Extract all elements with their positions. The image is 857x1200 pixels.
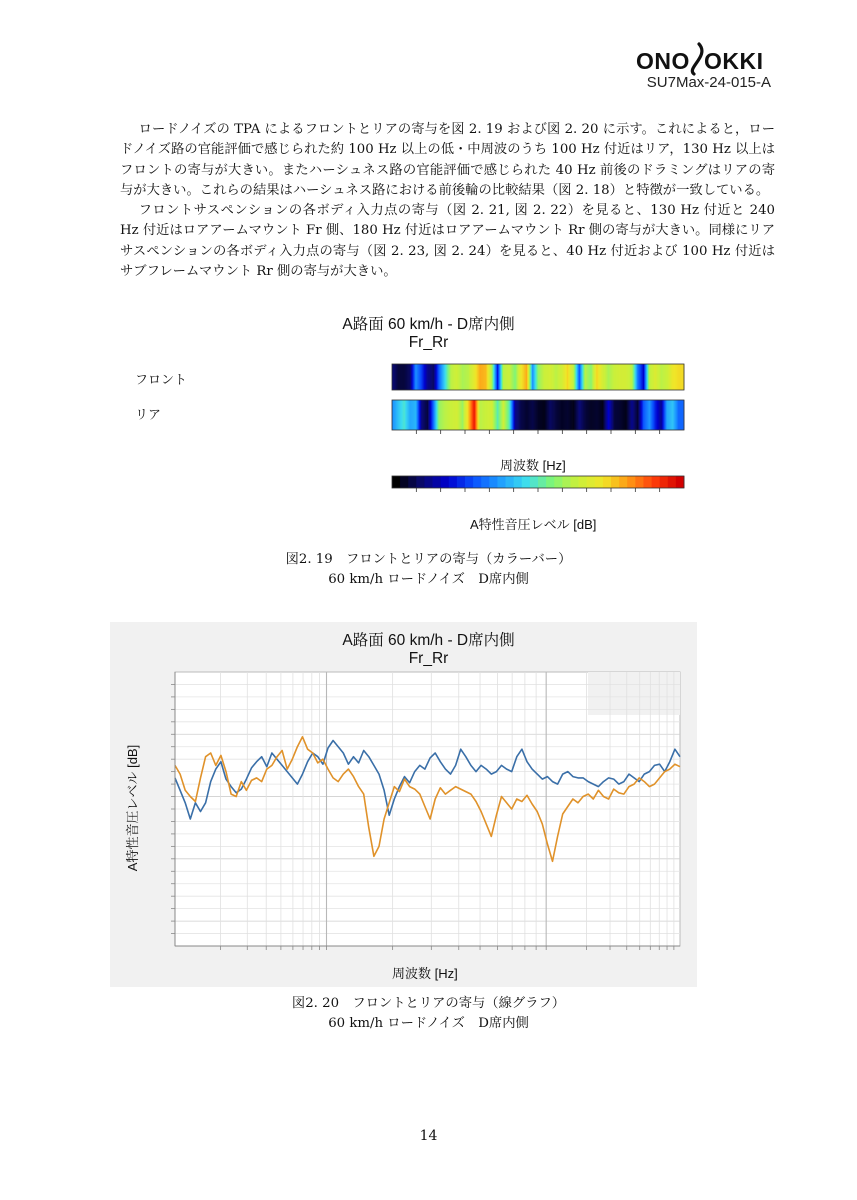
figure2-subtitle: Fr_Rr <box>408 650 449 667</box>
row-label-rear: リア <box>135 407 162 422</box>
plot-area-notch <box>588 672 680 715</box>
colorbar-label: A特性音圧レベル [dB] <box>470 517 597 532</box>
paragraph: フロントサスペンションの各ボディ入力点の寄与（図 2. 21, 図 2. 22）を見ると、130 Hz 付近と 240 Hz 付近はロアアームマウント Fr 側、180 Hz 付近はロアアームマウント Rr 側の寄与が大きい。同様にリアサスペンションの各ボディ入力点の寄与（図 2. 23, 図 2. 24）を見ると、40 Hz 付近および 100 Hz 付近はサブフレームマウント Rr 側の寄与が大きい。 <box>120 203 775 280</box>
colorbar-step <box>530 476 539 488</box>
colorbar-step <box>449 476 458 488</box>
colorbar-step <box>441 476 450 488</box>
svg-text:OKKI: OKKI <box>704 48 764 74</box>
paragraph: ロードノイズの TPA によるフロントとリアの寄与を図 2. 19 および図 2. 20 に示す。これによると，ロードノイズ路の官能評価で感じられた約 100 Hz 以上の低・中周波のうち 100 Hz 付近はリア，130 Hz 以上はフロントの寄与が大きい。またハーシュネス路の官能評価で感じられた 40 Hz 前後のドラミングはリアの寄与が大きい。これらの結果はハーシュネス路における前後輪の比較結果（図 2. 18）と特徴が一致している。 <box>120 122 775 198</box>
colorbar-steps <box>392 476 684 488</box>
colorbar-step <box>489 476 498 488</box>
colorbar-step <box>473 476 482 488</box>
colorbar-step <box>416 476 425 488</box>
page-number: 14 <box>419 1128 438 1144</box>
colorbar-step <box>408 476 417 488</box>
figure2-title: A路面 60 km/h - D席内側 <box>342 632 515 649</box>
line-chart <box>110 668 697 958</box>
colorbar-step <box>627 476 636 488</box>
figure2-caption: 図2. 20 フロントとリアの寄与（線グラフ） <box>291 996 566 1011</box>
colorbar-step <box>587 476 596 488</box>
colorbar-step <box>619 476 628 488</box>
colorbar-ticks <box>416 488 659 492</box>
colorbar-step <box>465 476 474 488</box>
colorbar-step <box>400 476 409 488</box>
colorbar-step <box>660 476 669 488</box>
colorbar-step <box>570 476 579 488</box>
ono-sokki-logo <box>626 42 776 76</box>
colorbar-step <box>392 476 401 488</box>
colorbar-step <box>497 476 506 488</box>
svg-text:ONO: ONO <box>636 48 690 74</box>
colorbar-step <box>522 476 531 488</box>
colorbar-step <box>546 476 555 488</box>
figure1-title: A路面 60 km/h - D席内側 <box>342 316 515 333</box>
colorbar <box>390 474 686 494</box>
colorbar-step <box>676 476 685 488</box>
colorbar-step <box>579 476 588 488</box>
row-label-front: フロント <box>135 372 188 387</box>
colorbar-step <box>514 476 523 488</box>
colorbar-step <box>635 476 644 488</box>
colorbar-step <box>595 476 604 488</box>
figure1-caption: 図2. 19 フロントとリアの寄与（カラーバー） <box>285 552 572 567</box>
colorbar-step <box>603 476 612 488</box>
heatmap-chart <box>390 362 686 434</box>
y-axis-label: A特性音圧レベル [dB] <box>125 744 140 872</box>
colorbar-step <box>668 476 677 488</box>
body-text <box>120 120 775 282</box>
colorbar-step <box>562 476 571 488</box>
colorbar-step <box>652 476 661 488</box>
heatmap-ticks <box>416 430 659 434</box>
figure2-caption-line2: 60 km/h ロードノイズ D席内側 <box>328 1016 529 1031</box>
figure2-xlabel: 周波数 [Hz] <box>392 966 458 981</box>
colorbar-step <box>554 476 563 488</box>
colorbar-step <box>611 476 620 488</box>
company-logo <box>626 42 776 76</box>
heatmap-row-rear <box>392 400 684 430</box>
figure1-caption-line2: 60 km/h ロードノイズ D席内側 <box>328 572 529 587</box>
colorbar-step <box>481 476 490 488</box>
heatmap-row-front <box>392 364 684 390</box>
colorbar-step <box>643 476 652 488</box>
figure1-xlabel: 周波数 [Hz] <box>500 458 566 473</box>
colorbar-step <box>424 476 433 488</box>
colorbar-step <box>506 476 515 488</box>
colorbar-step <box>538 476 547 488</box>
colorbar-step <box>433 476 442 488</box>
document-id: SU7Max-24-015-A <box>646 74 771 91</box>
figure1-subtitle: Fr_Rr <box>408 334 449 351</box>
colorbar-step <box>457 476 466 488</box>
